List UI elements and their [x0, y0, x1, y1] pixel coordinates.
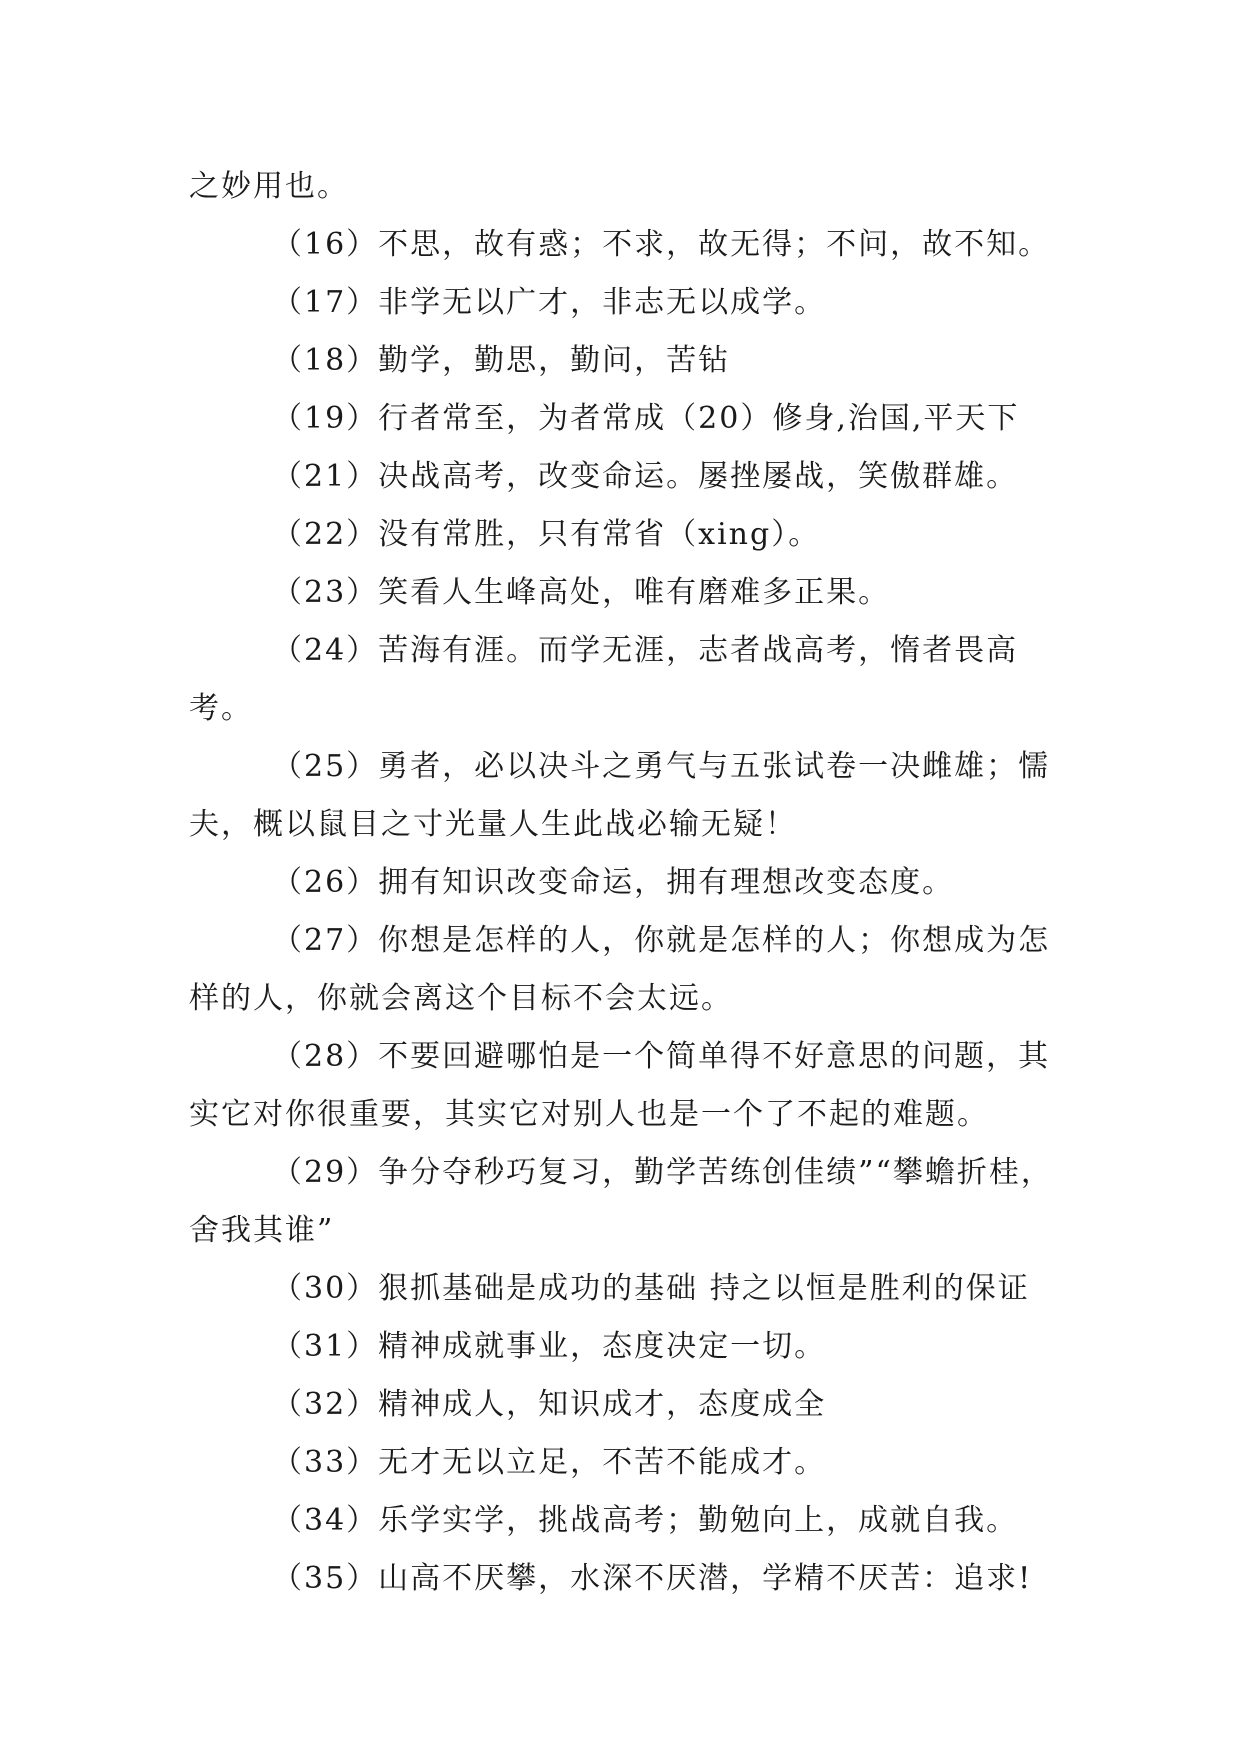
document-body [189, 158, 1069, 1608]
paragraph: （28）不要回避哪怕是一个简单得不好意思的问题，其实它对你很重要，其实它对别人也是一个了不起的难题。 [189, 1039, 1051, 1132]
paragraph: （29）争分夺秒巧复习，勤学苦练创佳绩”“攀蟾折桂，舍我其谁” [189, 1155, 1053, 1248]
paragraph: 之妙用也。 [189, 169, 349, 204]
paragraph: （23）笑看人生峰高处，唯有磨难多正果。 [272, 575, 891, 610]
paragraph: （18）勤学，勤思，勤问，苦钻 [272, 343, 731, 378]
paragraph: （35）山高不厌攀，水深不厌潜，学精不厌苦：追求! [272, 1561, 1033, 1596]
paragraph: （32）精神成人，知识成才，态度成全 [272, 1387, 827, 1422]
paragraph: （24）苦海有涯。而学无涯，志者战高考，惰者畏高考。 [189, 633, 1019, 726]
paragraph: （34）乐学实学，挑战高考；勤勉向上，成就自我。 [272, 1503, 1019, 1538]
paragraph: （26）拥有知识改变命运，拥有理想改变态度。 [272, 865, 955, 900]
paragraph: （30）狠抓基础是成功的基础 持之以恒是胜利的保证 [272, 1271, 1030, 1306]
paragraph: （19）行者常至，为者常成（20）修身,治国,平天下 [272, 401, 1020, 436]
paragraph: （22）没有常胜，只有常省（xing）。 [272, 517, 821, 552]
paragraph: （25）勇者，必以决斗之勇气与五张试卷一决雌雄；懦夫，概以鼠目之寸光量人生此战必输无疑！ [189, 749, 1051, 842]
paragraph: （21）决战高考，改变命运。屡挫屡战，笑傲群雄。 [272, 459, 1019, 494]
paragraph: （31）精神成就事业，态度决定一切。 [272, 1329, 827, 1364]
paragraph: （17）非学无以广才，非志无以成学。 [272, 285, 827, 320]
paragraph: （33）无才无以立足，不苦不能成才。 [272, 1445, 827, 1480]
paragraph: （27）你想是怎样的人，你就是怎样的人；你想成为怎样的人，你就会离这个目标不会太远。 [189, 923, 1051, 1016]
paragraph: （16）不思，故有惑；不求，故无得；不问，故不知。 [272, 227, 1051, 262]
